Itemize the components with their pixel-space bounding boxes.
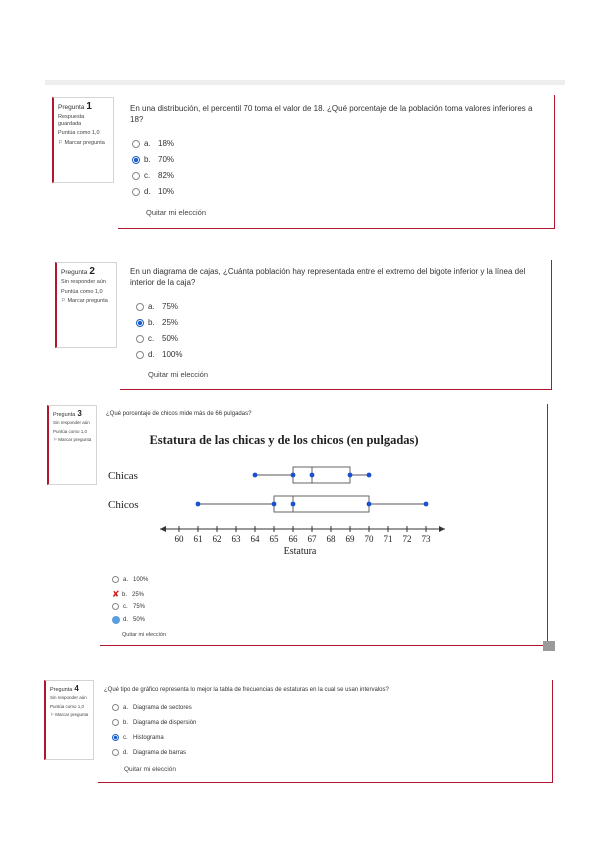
- question-info-1: [52, 97, 114, 183]
- question-text: ¿Qué porcentaje de chicos mide más de 66 pulgadas?: [106, 411, 252, 417]
- clear-choice-link[interactable]: Quitar mi elección: [148, 370, 209, 379]
- chart-layer: [108, 467, 445, 544]
- x-tick-label: 61: [193, 534, 203, 544]
- radio-icon[interactable]: [132, 172, 140, 180]
- radio-selected-icon[interactable]: [112, 734, 119, 741]
- answer-option-d[interactable]: d. Diagrama de barras: [112, 749, 186, 756]
- x-tick-label: 63: [231, 534, 241, 544]
- flag-icon: ⚐: [58, 139, 65, 146]
- question-score: Puntúa como 1,0: [61, 288, 103, 295]
- question-text: ¿Qué tipo de gráfico representa lo mejor la tabla de frecuencias de estaturas en la cual se usan intervalos?: [104, 687, 389, 693]
- radio-icon[interactable]: [136, 335, 144, 343]
- box: [274, 496, 369, 512]
- question-content-3: [100, 404, 548, 646]
- question-number: Pregunta 4: [50, 684, 79, 693]
- radio-icon[interactable]: [132, 188, 140, 196]
- answer-option-b[interactable]: b. 25%: [136, 318, 178, 327]
- answer-option-c[interactable]: c. 82%: [132, 171, 174, 180]
- answer-option-c[interactable]: c. 75%: [112, 603, 145, 610]
- answer-option-a[interactable]: a. Diagrama de sectores: [112, 704, 192, 711]
- data-point: [196, 502, 201, 507]
- answer-option-b[interactable]: ✘ b. 25%: [112, 589, 145, 599]
- x-axis-arrow-left: [160, 526, 166, 532]
- question-content-2: [120, 260, 552, 390]
- x-tick-label: 66: [288, 534, 298, 544]
- x-tick-label: 60: [174, 534, 184, 544]
- chart-title: Estatura de las chicas y de los chicos (en pulgadas): [149, 433, 419, 447]
- data-point: [291, 502, 296, 507]
- chart-xlabel: Estatura: [283, 546, 317, 557]
- flag-icon: ⚐: [61, 298, 68, 304]
- question-score: Puntúa como 1,0: [58, 130, 100, 136]
- x-tick-label: 65: [269, 534, 279, 544]
- radio-icon[interactable]: [112, 719, 119, 726]
- answer-option-b[interactable]: b. 70%: [132, 155, 174, 164]
- radio-icon[interactable]: [132, 140, 140, 148]
- data-point: [424, 502, 429, 507]
- flag-icon: ⚐: [53, 437, 59, 442]
- radio-selected-icon[interactable]: [132, 156, 140, 164]
- clear-choice-link[interactable]: Quitar mi elección: [124, 766, 177, 773]
- answer-option-c[interactable]: c. Histograma: [112, 734, 164, 741]
- question-content-4: [98, 680, 553, 783]
- radio-selected-icon[interactable]: [136, 319, 144, 327]
- answer-option-c[interactable]: c. 50%: [136, 334, 178, 343]
- x-tick-label: 71: [383, 534, 393, 544]
- question-info-4: [44, 680, 94, 760]
- data-point: [348, 473, 353, 478]
- data-point: [367, 502, 372, 507]
- radio-icon[interactable]: [112, 603, 119, 610]
- question-info-2: [55, 262, 117, 348]
- radio-icon[interactable]: [136, 351, 144, 359]
- x-tick-label: 73: [421, 534, 431, 544]
- series-label: Chicos: [108, 499, 139, 511]
- series-label: Chicas: [108, 470, 138, 482]
- answer-option-a[interactable]: a. 18%: [132, 139, 174, 148]
- flag-question-link[interactable]: ⚐ Marcar pregunta: [50, 712, 89, 717]
- question-info-3: [47, 405, 97, 485]
- boxplot-chart: [100, 426, 548, 586]
- question-text: En una distribución, el percentil 70 toma el valor de 18. ¿Qué porcentaje de la población toma valores inferiores a 18?: [130, 104, 533, 124]
- flag-icon: ⚐: [50, 712, 56, 717]
- x-tick-label: 69: [345, 534, 355, 544]
- question-content-1: [118, 95, 555, 229]
- question-status: Sin responder aún: [53, 420, 90, 425]
- x-tick-label: 72: [402, 534, 412, 544]
- flag-question-link[interactable]: ⚐ Marcar pregunta: [53, 437, 92, 442]
- question-score: Puntúa como 1,0: [50, 703, 85, 709]
- question-status: Respuesta guardada: [58, 114, 85, 127]
- question-number: Pregunta 1: [58, 101, 92, 112]
- answer-option-a[interactable]: a. 75%: [136, 302, 178, 311]
- data-point: [310, 473, 315, 478]
- x-tick-label: 70: [364, 534, 374, 544]
- resize-handle-icon[interactable]: [543, 641, 555, 651]
- correct-dot-icon: [112, 616, 120, 624]
- radio-icon[interactable]: [112, 704, 119, 711]
- x-axis-arrow-right: [439, 526, 445, 532]
- flag-question-link[interactable]: ⚐ Marcar pregunta: [58, 139, 105, 146]
- x-tick-label: 64: [250, 534, 260, 544]
- clear-choice-link[interactable]: Quitar mi elección: [146, 208, 207, 217]
- answer-option-d[interactable]: d. 10%: [132, 187, 174, 196]
- data-point: [272, 502, 277, 507]
- clear-choice-link[interactable]: Quitar mi elección: [122, 632, 167, 638]
- answer-option-d[interactable]: d. 50%: [112, 616, 145, 624]
- box: [293, 467, 350, 483]
- question-number: Pregunta 2: [61, 266, 95, 277]
- data-point: [291, 473, 296, 478]
- question-status: Sin responder aún: [61, 279, 106, 285]
- x-tick-label: 62: [212, 534, 222, 544]
- question-text: En un diagrama de cajas, ¿Cuánta población hay representada entre el extremo del bigote inferior y la línea del interior de la caja?: [130, 267, 526, 287]
- x-tick-label: 67: [307, 534, 317, 544]
- radio-icon[interactable]: [112, 576, 119, 583]
- radio-icon[interactable]: [136, 303, 144, 311]
- data-point: [367, 473, 372, 478]
- radio-icon[interactable]: [112, 749, 119, 756]
- answer-option-d[interactable]: d. 100%: [136, 350, 182, 359]
- answer-option-b[interactable]: b. Diagrama de dispersión: [112, 719, 196, 726]
- flag-question-link[interactable]: ⚐ Marcar pregunta: [61, 298, 108, 304]
- incorrect-x-icon: ✘: [112, 589, 120, 599]
- question-status: Sin responder aún: [50, 695, 87, 700]
- answer-option-a[interactable]: a. 100%: [112, 576, 148, 583]
- question-score: Puntúa como 1,0: [53, 428, 88, 434]
- x-tick-label: 68: [326, 534, 336, 544]
- question-number: Pregunta 3: [53, 409, 82, 418]
- data-point: [253, 473, 258, 478]
- top-bar: [45, 80, 565, 85]
